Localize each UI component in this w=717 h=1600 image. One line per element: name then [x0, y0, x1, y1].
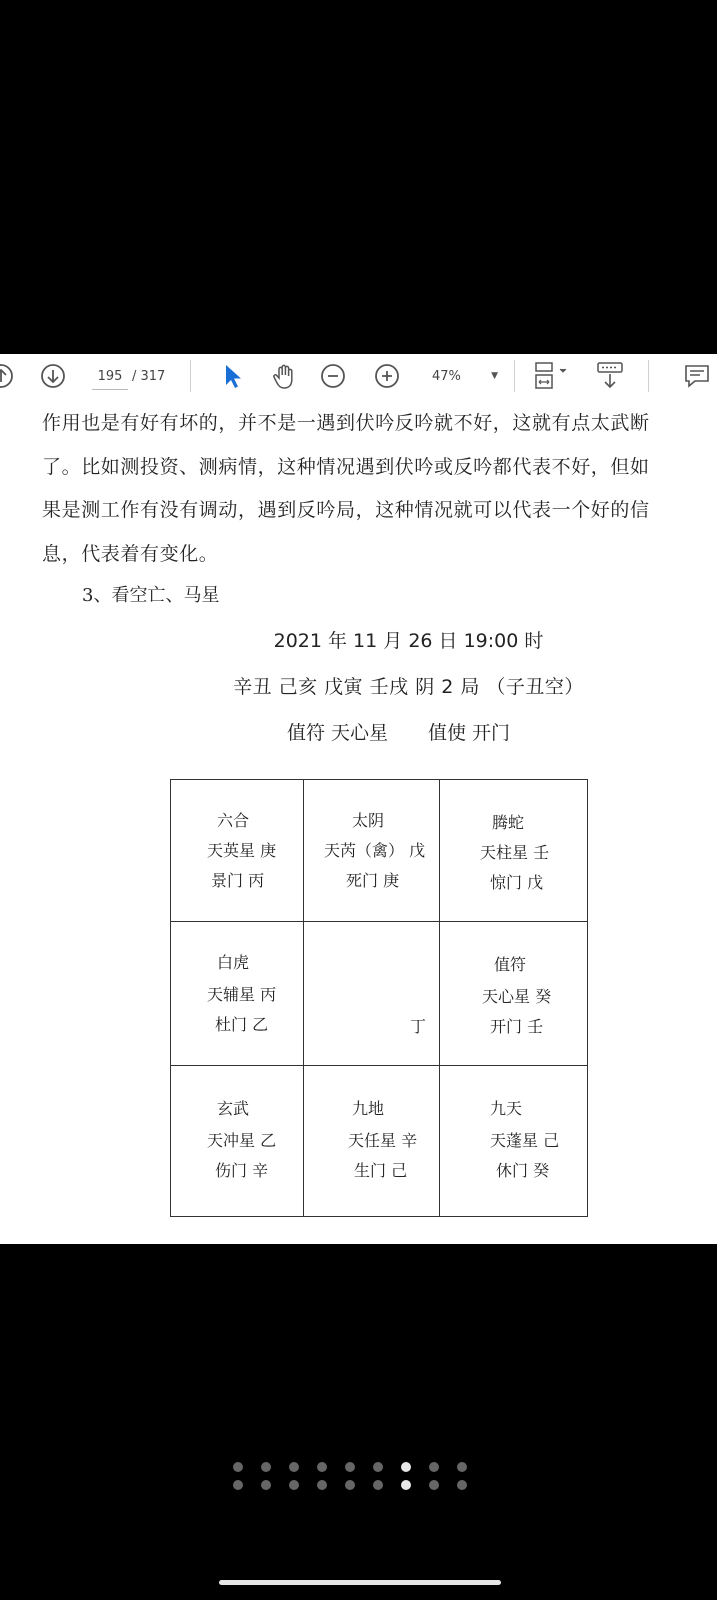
cell-deity: 九天 — [490, 1099, 523, 1118]
download-icon[interactable] — [592, 354, 628, 398]
body-paragraph — [42, 402, 702, 576]
image-pager — [233, 1462, 483, 1502]
toolbar-divider — [648, 360, 649, 392]
pager-dot[interactable] — [373, 1480, 383, 1490]
arrow-down-icon[interactable] — [40, 354, 66, 398]
paragraph-line: 了。比如测投资、测病情，这种情况遇到伏吟或反吟都代表不好，但如 — [42, 455, 650, 478]
cell-gate: 伤门 辛 — [215, 1161, 269, 1180]
cell-gate: 休门 癸 — [496, 1161, 550, 1180]
grid-cell — [440, 1066, 587, 1216]
zoom-in-icon[interactable] — [374, 354, 400, 398]
grid-cell — [171, 1066, 304, 1216]
grid-cell — [171, 922, 304, 1066]
pager-dot[interactable] — [233, 1480, 243, 1490]
pager-dot[interactable] — [429, 1462, 439, 1472]
pager-dot[interactable] — [429, 1480, 439, 1490]
pager-dot[interactable] — [373, 1462, 383, 1472]
paragraph-line: 息，代表着有变化。 — [42, 542, 219, 565]
cell-deity: 玄武 — [217, 1099, 250, 1118]
grid-cell — [304, 1066, 440, 1216]
pdf-page — [0, 398, 717, 1244]
hand-icon[interactable] — [270, 354, 300, 398]
duty-line — [40, 718, 717, 745]
grid-cell — [304, 780, 440, 922]
cell-gate: 死门 庚 — [346, 871, 400, 890]
date-line: 2021 年 11 月 26 日 19:00 时 — [273, 630, 544, 652]
pager-dot[interactable] — [345, 1480, 355, 1490]
paragraph-line: 果是测工作有没有调动，遇到反吟局，这种情况就可以代表一个好的信 — [42, 499, 650, 521]
cell-star: 天心星 癸 — [482, 987, 552, 1006]
grid-cell — [440, 922, 587, 1066]
cell-star: 天柱星 壬 — [480, 843, 550, 862]
zoom-out-icon[interactable] — [320, 354, 346, 398]
paragraph-line: 作用也是有好有坏的，并不是一遇到伏吟反吟就不好，这就有点太武断 — [42, 412, 650, 434]
arrow-up-icon[interactable] — [0, 354, 14, 398]
grid-cell — [171, 780, 304, 922]
pager-dot-active[interactable] — [401, 1480, 411, 1490]
page-number-input[interactable]: 195 — [92, 363, 128, 390]
pager-dot-active[interactable] — [401, 1462, 411, 1472]
cell-deity: 太阴 — [352, 811, 385, 830]
section-heading: 3、看空亡、马星 — [82, 585, 220, 606]
zoom-select[interactable] — [426, 363, 504, 389]
pager-dot[interactable] — [457, 1480, 467, 1490]
page-total-label: / 317 — [132, 368, 166, 384]
pager-dot[interactable] — [345, 1462, 355, 1472]
cell-deity: 值符 — [494, 955, 527, 974]
pdf-toolbar — [0, 354, 717, 399]
cell-deity: 白虎 — [217, 953, 250, 972]
chevron-down-icon: ▼ — [491, 371, 498, 381]
cell-deity: 六合 — [217, 811, 250, 830]
pager-dot[interactable] — [457, 1462, 467, 1472]
fit-page-icon[interactable] — [530, 354, 574, 398]
cell-star: 天芮（禽） 戊 — [324, 841, 426, 860]
toolbar-divider — [190, 360, 191, 392]
cell-star: 天任星 辛 — [348, 1131, 418, 1150]
duty-gate: 值使 开门 — [428, 722, 511, 744]
grid-cell-center — [304, 922, 440, 1066]
pager-dot[interactable] — [317, 1480, 327, 1490]
cell-star: 天蓬星 己 — [490, 1131, 560, 1150]
cell-deity: 九地 — [352, 1099, 385, 1118]
qimen-grid — [170, 779, 588, 1217]
pager-dot[interactable] — [317, 1462, 327, 1472]
cell-gate: 惊门 戊 — [490, 873, 544, 892]
grid-cell — [440, 780, 587, 922]
toolbar-divider — [514, 360, 515, 392]
duty-star: 值符 天心星 — [286, 722, 388, 744]
cell-star: 天辅星 丙 — [207, 985, 277, 1004]
pager-dot[interactable] — [289, 1480, 299, 1490]
pager-dot[interactable] — [261, 1480, 271, 1490]
zoom-value: 47% — [432, 368, 461, 384]
pager-dot[interactable] — [261, 1462, 271, 1472]
cell-star: 天冲星 乙 — [207, 1131, 277, 1150]
cursor-icon[interactable] — [220, 354, 246, 398]
cell-gate: 杜门 乙 — [215, 1015, 269, 1034]
pager-dot[interactable] — [289, 1462, 299, 1472]
cell-deity: 腾蛇 — [492, 813, 525, 832]
comment-icon[interactable] — [682, 354, 712, 398]
home-indicator[interactable] — [219, 1580, 501, 1585]
cell-gate: 生门 己 — [354, 1161, 408, 1180]
pager-dot[interactable] — [233, 1462, 243, 1472]
ganzhi-line: 辛丑 己亥 戊寅 壬戌 阴 2 局 （子丑空） — [233, 676, 584, 698]
cell-gate: 景门 丙 — [211, 871, 265, 890]
cell-gate: 开门 壬 — [490, 1017, 544, 1036]
cell-stem: 丁 — [410, 1017, 427, 1036]
cell-star: 天英星 庚 — [207, 841, 277, 860]
